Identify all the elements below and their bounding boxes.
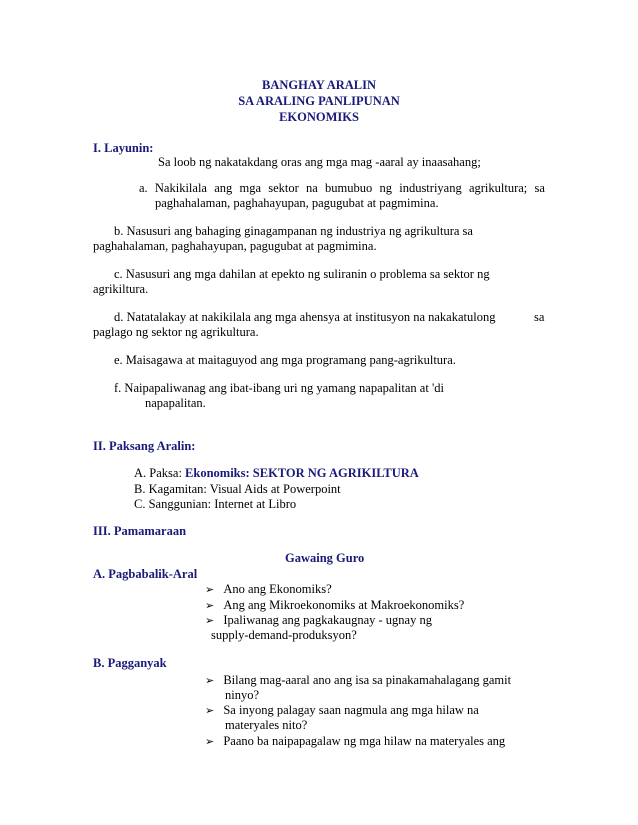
objective-a-line1 xyxy=(139,180,545,196)
arrow-bullet-icon: ➢ xyxy=(205,614,215,627)
layunin-intro: Sa loob ng nakatakdang oras ang mga mag -aaral ay inaasahang; xyxy=(158,155,481,169)
doc-title-line2: SA ARALING PANLIPUNAN xyxy=(238,94,400,108)
pagbabalik-aral-heading: A. Pagbabalik-Aral xyxy=(93,567,198,581)
paksa-label: A. Paksa: xyxy=(134,466,186,480)
list-item-continuation: materyales nito? xyxy=(225,718,308,732)
column-title-gawaing-guro: Gawaing Guro xyxy=(285,551,365,565)
objective-a-word: a. xyxy=(139,181,148,195)
objective-a-word: Nakikilala xyxy=(154,181,207,195)
list-item-text: Ano ang Ekonomiks? xyxy=(223,582,332,596)
objective-a-word: mga xyxy=(239,181,262,195)
objective-b-line1: b. Nasusuri ang bahaging ginagampanan ng industriya ng agrikultura sa xyxy=(114,224,473,238)
section-layunin-heading: I. Layunin: xyxy=(93,141,154,155)
objective-f-line1: f. Naipapaliwanag ang ibat-ibang uri ng yamang napapalitan at 'di xyxy=(114,381,444,395)
list-item-text: Sa inyong palagay saan nagmula ang mga hilaw na xyxy=(223,703,479,717)
list-item xyxy=(205,581,332,598)
objective-d-line2: paglago ng sektor ng agrikultura. xyxy=(93,325,259,339)
objective-a-word: sektor xyxy=(268,181,299,195)
kagamitan-line: B. Kagamitan: Visual Aids at Powerpoint xyxy=(134,482,341,496)
arrow-bullet-icon: ➢ xyxy=(205,599,215,612)
list-item-continuation: ninyo? xyxy=(225,688,260,702)
doc-title-line1: BANGHAY ARALIN xyxy=(261,78,377,92)
arrow-bullet-icon: ➢ xyxy=(205,674,215,687)
pagganyak-heading: B. Pagganyak xyxy=(93,656,167,670)
objective-d-line1: d. Natatalakay at nakikilala ang mga ahensya at institusyon na nakakatulong xyxy=(114,310,496,324)
objective-c-line2: agrikiltura. xyxy=(93,282,149,296)
objective-c-line1: c. Nasusuri ang mga dahilan at epekto ng suliranin o problema sa sektor ng xyxy=(114,267,490,281)
objective-e: e. Maisagawa at maitaguyod ang mga programang pang-agrikultura. xyxy=(114,353,456,367)
paksa-line xyxy=(134,465,419,481)
sanggunian-line: C. Sanggunian: Internet at Libro xyxy=(134,497,297,511)
objective-a-word: bumubuo xyxy=(325,181,373,195)
objective-f-line2: napapalitan. xyxy=(145,396,206,410)
objective-b-line2: paghahalaman, paghahayupan, pagugubat at pagmimina. xyxy=(93,239,377,253)
objective-a-word: industriyang xyxy=(399,181,462,195)
doc-title-line3: EKONOMIKS xyxy=(279,110,359,124)
arrow-bullet-icon: ➢ xyxy=(205,583,215,596)
objective-a-word: na xyxy=(306,181,318,195)
objective-a-line2: paghahalaman, paghahayupan, pagugubat at pagmimina. xyxy=(155,196,439,210)
objective-a-word: agrikultura; xyxy=(468,181,528,195)
arrow-bullet-icon: ➢ xyxy=(205,735,215,748)
list-item-continuation: supply-demand-produksyon? xyxy=(211,628,357,642)
arrow-bullet-icon: ➢ xyxy=(205,704,215,717)
list-item-text: Ipaliwanag ang pagkakaugnay - ugnay ng xyxy=(223,613,432,627)
objective-a-word: ang xyxy=(214,181,233,195)
list-item-text: Bilang mag-aaral ano ang isa sa pinakamahalagang gamit xyxy=(223,673,512,687)
list-item-text: Ang ang Mikroekonomiks at Makroekonomiks? xyxy=(223,598,465,612)
list-item xyxy=(205,733,505,750)
paksa-value: Ekonomiks: SEKTOR NG AGRIKILTURA xyxy=(185,466,419,480)
section-paksang-aralin-heading: II. Paksang Aralin: xyxy=(93,439,196,453)
objective-a-word: ng xyxy=(379,181,392,195)
list-item-text: Paano ba naipapagalaw ng mga hilaw na materyales ang xyxy=(223,734,506,748)
section-pamamaraan-heading: III. Pamamaraan xyxy=(93,524,187,538)
objective-a-word: sa xyxy=(534,181,545,195)
objective-d-line1-end: sa xyxy=(534,310,545,324)
